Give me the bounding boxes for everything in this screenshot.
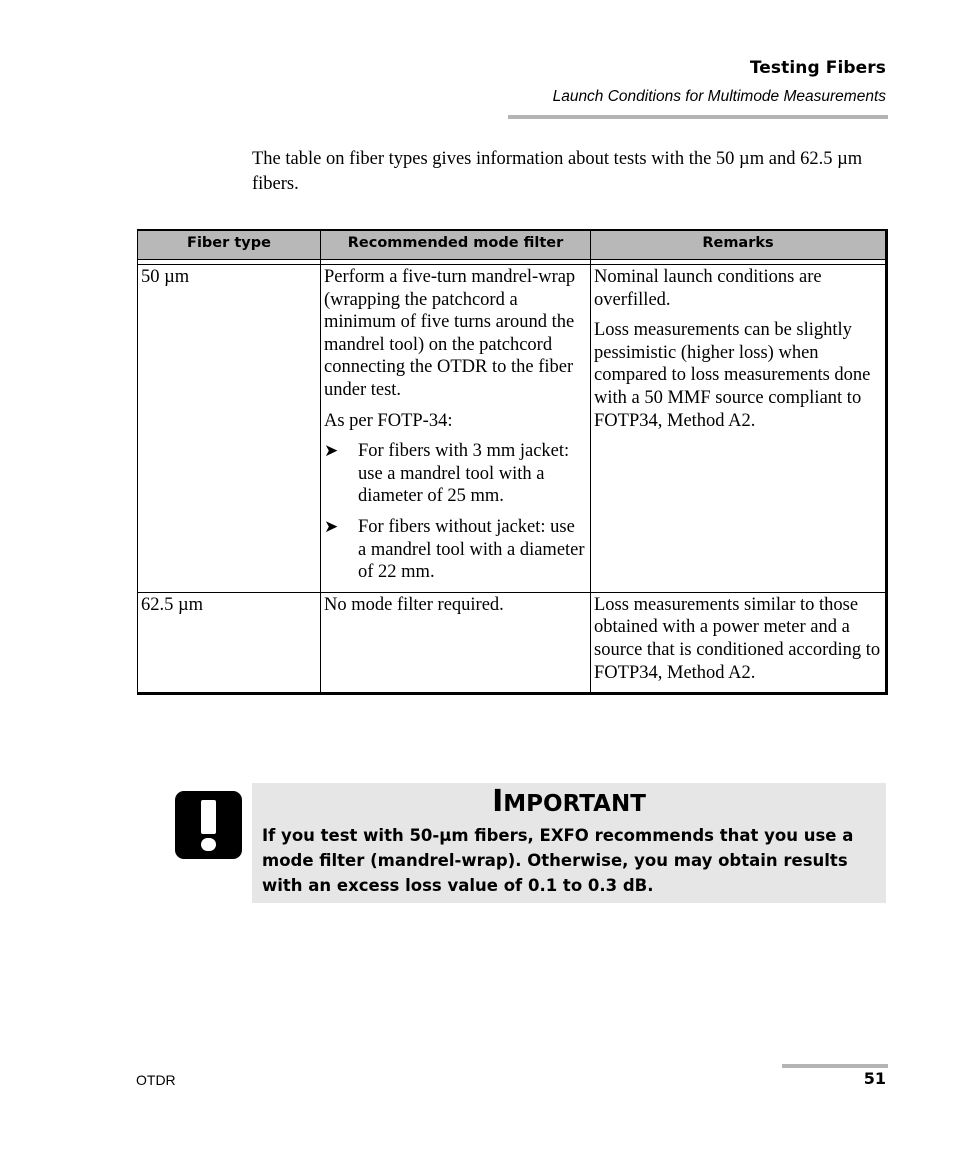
important-title-initial: I	[492, 784, 504, 819]
section-subtitle: Launch Conditions for Multimode Measurements	[552, 88, 886, 105]
exclamation-icon	[175, 791, 242, 859]
cell-fiber-type	[138, 265, 321, 592]
fiber-type-table	[137, 229, 888, 695]
column-header-mode-filter: Recommended mode filter	[321, 231, 591, 259]
header-rule	[508, 115, 888, 119]
cell-fiber-type	[138, 593, 321, 692]
page-number: 51	[863, 1069, 886, 1088]
footer-product: OTDR	[136, 1072, 176, 1088]
remark-paragraph: Nominal launch conditions are overfilled.	[594, 267, 822, 310]
table-header-row	[138, 231, 885, 260]
fiber-type-value: 50 µm	[141, 267, 190, 287]
cell-mode-filter	[321, 593, 591, 692]
filter-paragraph: No mode filter required.	[324, 594, 504, 615]
remark-paragraph: Loss measurements similar to those obtained with a power meter and a source that is conditioned according to FOTP34, Method A2.	[594, 594, 881, 683]
fiber-type-value: 62.5 µm	[141, 594, 204, 615]
footer-rule	[782, 1064, 888, 1068]
important-text: If you test with 50-µm fibers, EXFO recommends that you use a mode filter (mandrel-wrap). Otherwise, you may obtain results with an excess loss value of 0.1 to 0.3 dB.	[262, 826, 854, 895]
list-item	[324, 440, 587, 508]
remark-paragraph: Loss measurements can be slightly pessimistic (higher loss) when compared to loss measurements done with a 50 MMF source compliant to FOTP34, Method A2.	[594, 320, 871, 431]
cell-remarks	[591, 593, 885, 692]
arrow-bullet-icon: ➤	[324, 441, 339, 461]
table-row	[138, 593, 885, 692]
column-header-remarks: Remarks	[702, 235, 774, 251]
cell-mode-filter	[321, 265, 591, 592]
column-header-fiber-type: Fiber type	[138, 231, 321, 259]
important-callout	[252, 783, 886, 903]
important-title-rest: MPORTANT	[503, 791, 646, 817]
bullet-text: For fibers with 3 mm jacket: use a mandrel tool with a diameter of 25 mm.	[358, 441, 570, 507]
table-row	[138, 265, 885, 593]
arrow-bullet-icon: ➤	[324, 516, 339, 536]
filter-paragraph: As per FOTP-34:	[324, 410, 453, 431]
filter-paragraph: Perform a five-turn mandrel-wrap (wrapping the patchcord a minimum of five turns around the mandrel tool) on the patchcord connecting the OTDR to the fiber under test.	[324, 267, 576, 400]
bullet-text: For fibers without jacket: use a mandrel tool with a diameter of 22 mm.	[358, 516, 585, 583]
list-item	[324, 516, 587, 584]
cell-remarks	[591, 265, 885, 592]
important-title	[252, 783, 886, 823]
intro-paragraph: The table on fiber types gives information about tests with the 50 µm and 62.5 µm fibers.	[252, 149, 863, 194]
section-title: Testing Fibers	[749, 58, 886, 78]
